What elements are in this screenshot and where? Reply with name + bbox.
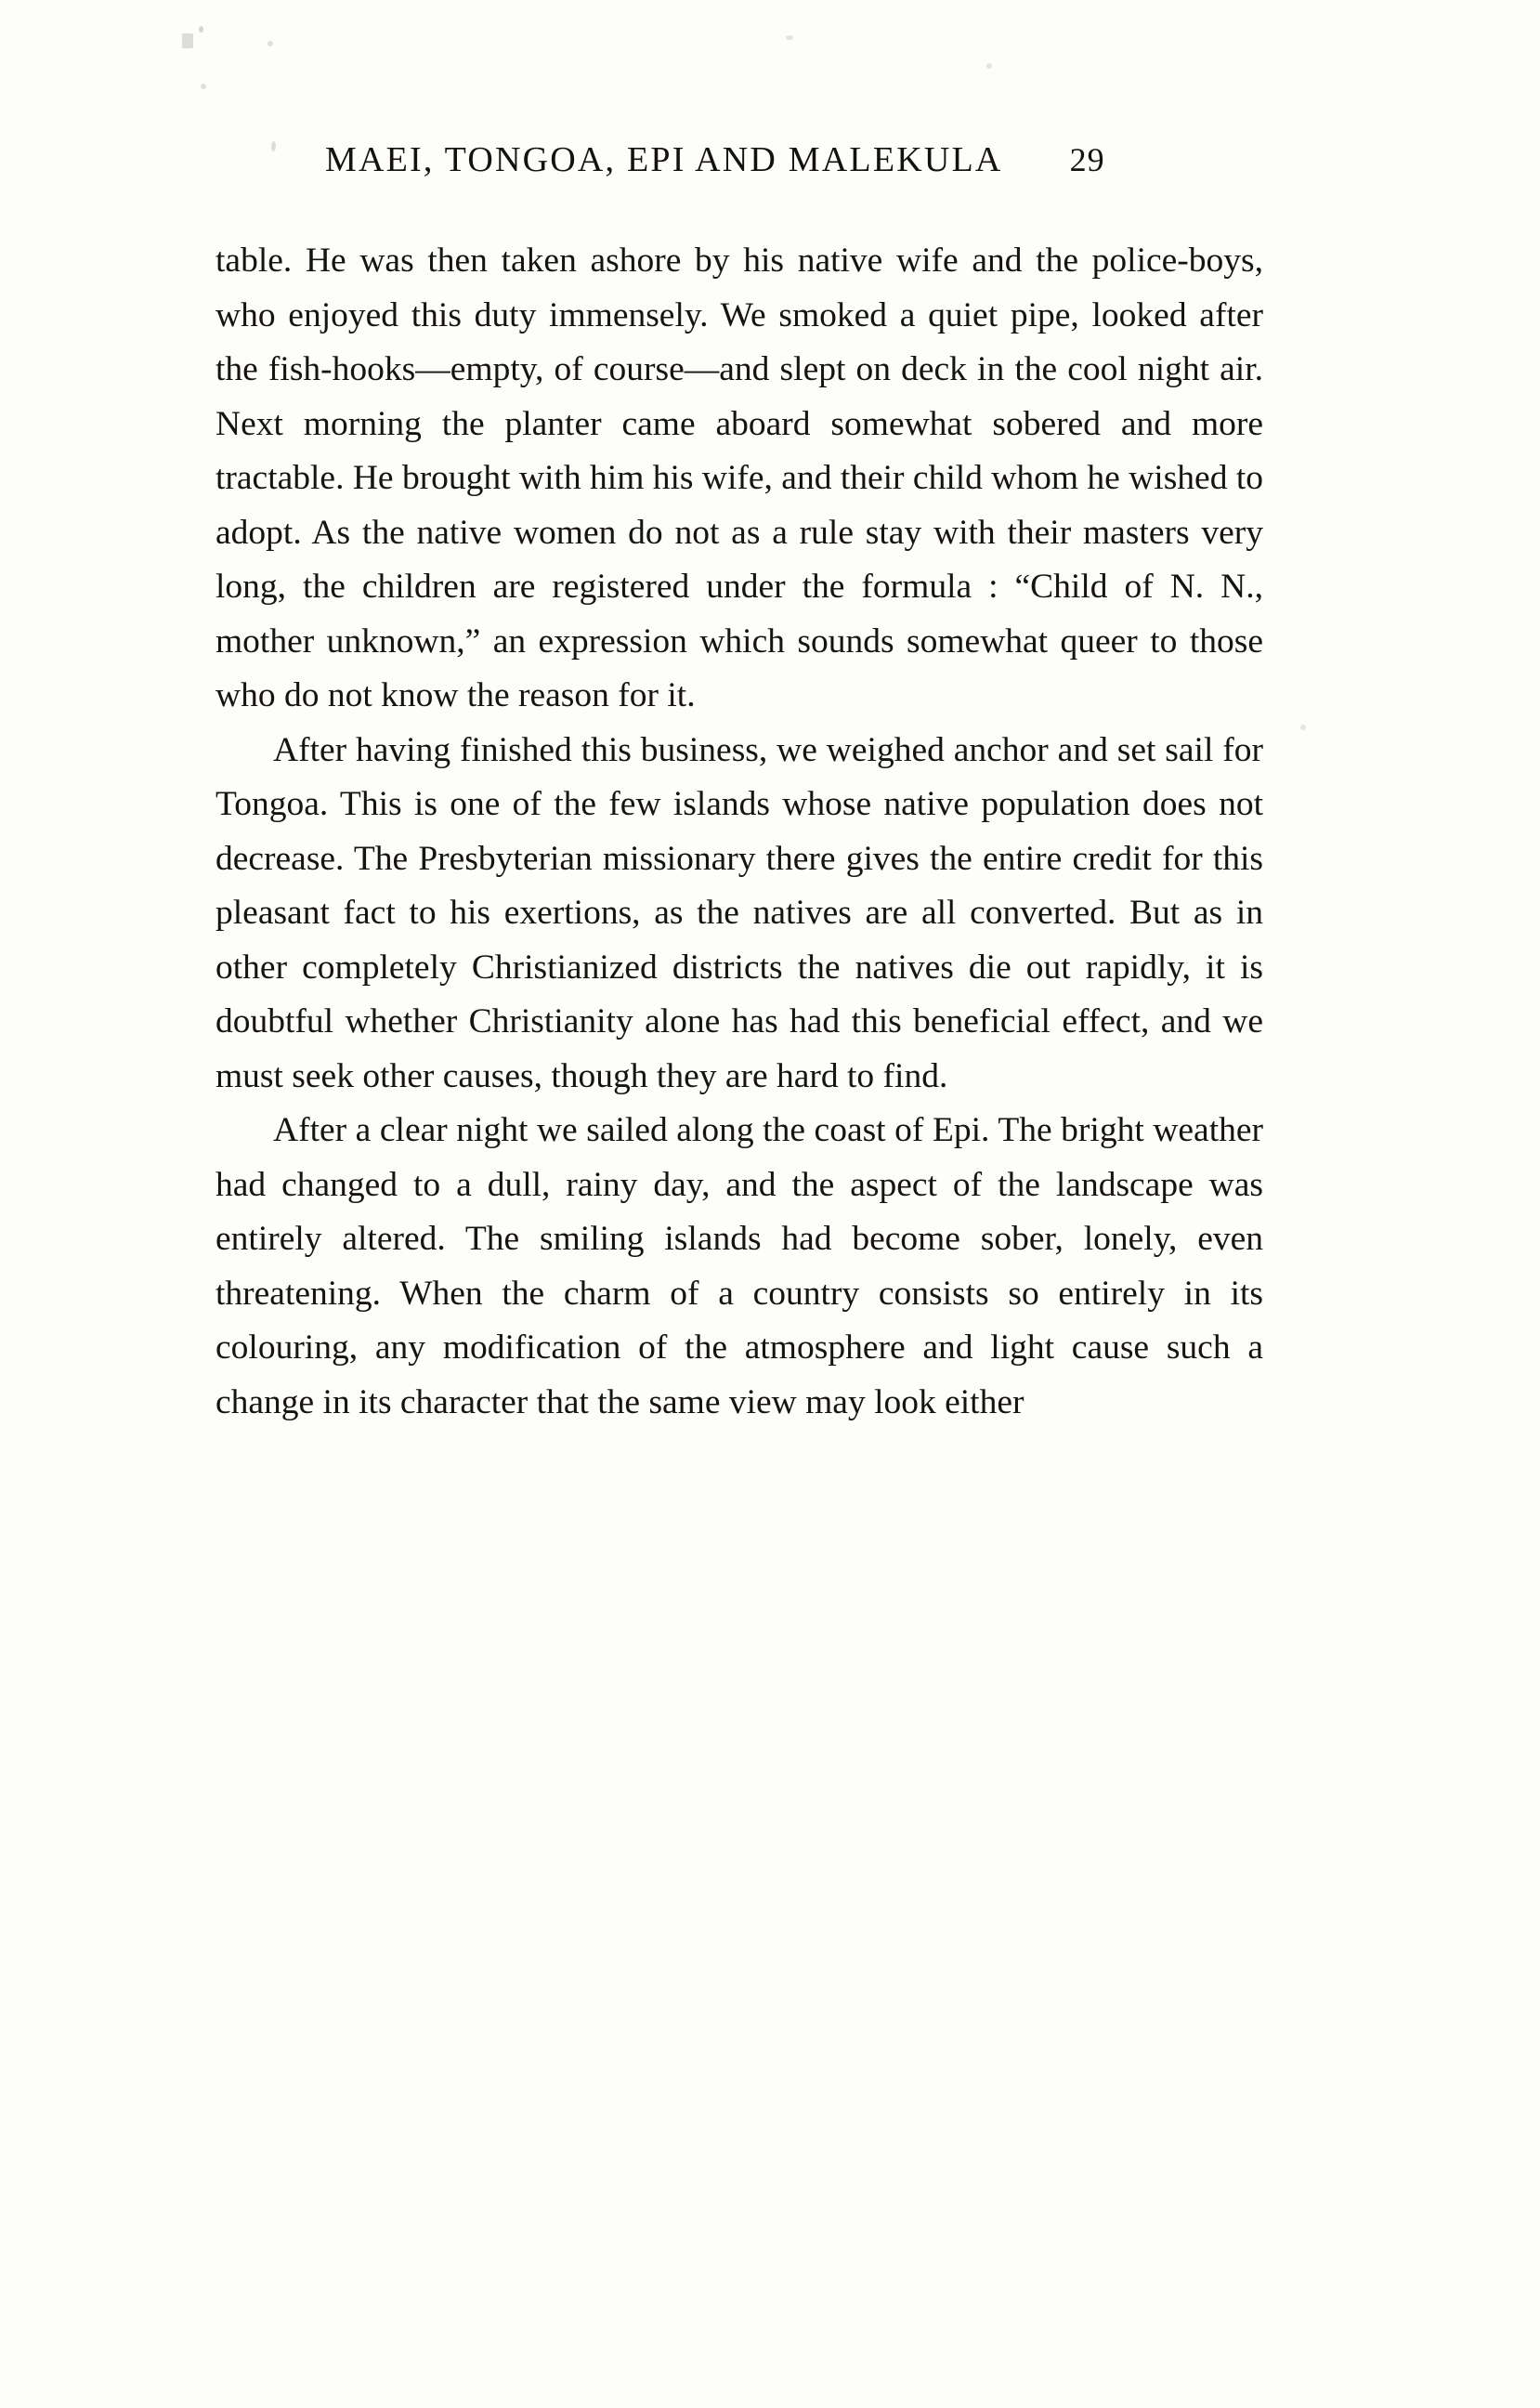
paper-speck	[268, 41, 273, 46]
paragraph: After a clear night we sailed along the coast of Epi. The bright weather had changed to a dull, rainy day, and the aspect of the landscape was entirely altered. The smiling islands had become sober, lonely, even threatening. When the charm of a country consists so entirely in its colouring, any modification of the atmosphere and light cause such a change in its character that the same view may look either	[215, 1111, 1263, 1421]
page-header	[325, 139, 1263, 180]
paper-speck	[786, 35, 793, 40]
paper-speck	[199, 26, 203, 33]
paper-speck	[986, 63, 992, 69]
paper-speck	[1300, 725, 1306, 730]
paragraph: table. He was then taken ashore by his native wife and the police-boys, who enjoyed this duty immensely. We smoked a quiet pipe, looked after the fish-hooks—empty, of course—and slept on deck in the cool night air. Next morning the planter came aboard somewhat sobered and more tractable. He brought with him his wife, and their child whom he wished to adopt. As the native women do not as a rule stay with their masters very long, the children are registered under the formula : “Child of N. N., mother unknown,” an expression which sounds somewhat queer to those who do not know the reason for it.	[215, 242, 1263, 714]
paragraph: After having finished this business, we weighed anchor and set sail for Tongoa. This is one of the few islands whose native population does not decrease. The Presbyterian missionary there gives the entire credit for this pleasant fact to his exertions, as the natives are all converted. But as in other completely Christianized districts the natives die out rapidly, it is doubtful whether Christianity alone has had this beneficial effect, and we must seek other causes, though they are hard to find.	[215, 730, 1263, 1095]
page-number: 29	[1069, 141, 1105, 178]
body-text	[215, 234, 1263, 1430]
running-title: MAEI, TONGOA, EPI AND MALEKULA	[325, 140, 1003, 179]
paper-speck	[182, 33, 193, 48]
page-content	[215, 139, 1263, 1430]
paper-speck	[201, 84, 206, 89]
